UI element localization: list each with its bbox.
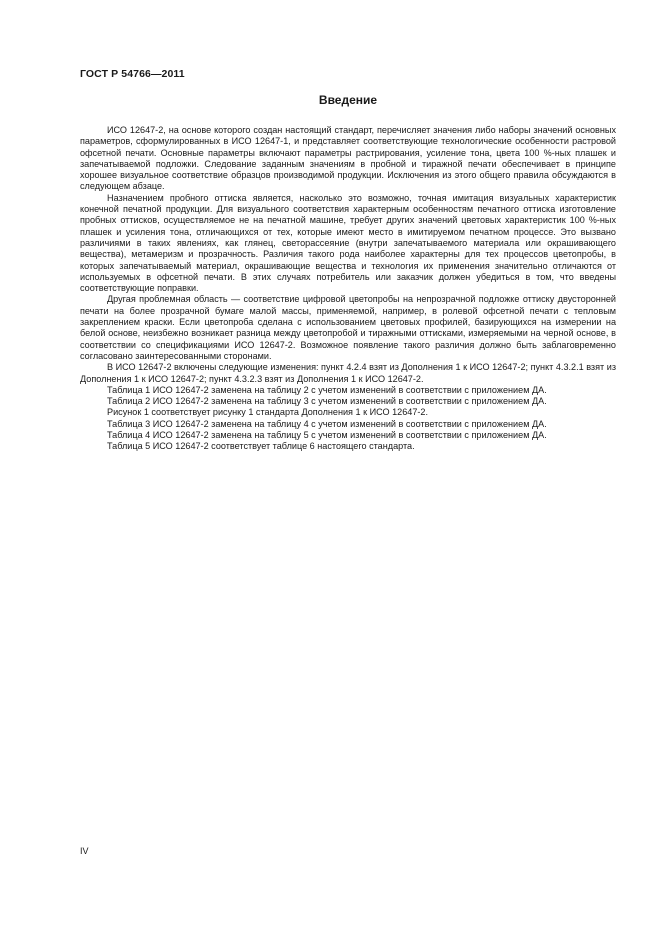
paragraph: ИСО 12647-2, на основе которого создан настоящий стандарт, перечисляет значения либо наборы значений основных параметров, сформулированных в ИСО 12647-1, и представляет соответствующие технологические особенности растровой офсетной печати. Основные параметры включают параметры растрирования, усиление тона, цвета 100 %-ных плашек и запечатываемой подложки. Следование заданным значениям в пробной и тиражной печати обеспечивает в принципе хорошее визуальное соответствие образцов производимой продукции. Исключения из этого общего правила обсуждаются в следующем абзаце.	[80, 125, 616, 192]
page-number: IV	[80, 846, 89, 856]
paragraph: Таблица 4 ИСО 12647-2 заменена на таблицу 5 с учетом изменений в соответствии с приложением ДА.	[107, 430, 547, 441]
paragraph: Назначением пробного оттиска является, насколько это возможно, точная имитация визуальных характеристик конечной печатной продукции. Для визуального соответствия характерным особенностям печатного оттиска изготовление пробных оттисков, осуществляемое не на печатной машине, требует других значений цветовых характеристик 100 %-ных плашек и усиления тона, отличающихся от тех, которые имеют место в имитируемом печатном процессе. Это вызвано различиями в таких явлениях, как глянец, светорассеяние (внутри запечатываемого материала или окрашивающего вещества), метамеризм и прозрачность. Различия такого рода наиболее характерны для тех процессов цветопробы, в которых запечатываемый материал, окрашивающие вещества и технология их применения значительно отличаются от используемых в офсетной печати. В этих случаях потребитель или заказчик должен убедиться в том, что введены соответствующие поправки.	[80, 192, 616, 294]
paragraph: Таблица 3 ИСО 12647-2 заменена на таблицу 4 с учетом изменений в соответствии с приложением ДА.	[107, 418, 547, 429]
document-header-standard-id: ГОСТ Р 54766—2011	[80, 68, 185, 80]
paragraph: Таблица 1 ИСО 12647-2 заменена на таблицу 2 с учетом изменений в соответствии с приложением ДА.	[107, 384, 547, 395]
body-text	[80, 125, 616, 453]
paragraph: В ИСО 12647-2 включены следующие изменения: пункт 4.2.4 взят из Дополнения 1 к ИСО 12647-2; пункт 4.3.2.1 взят из Дополнения 1 к ИСО 12647-2; пункт 4.3.2.3 взят из Дополнения 1 к ИСО 12647-2.	[80, 362, 616, 384]
paragraph: Таблица 5 ИСО 12647-2 соответствует таблице 6 настоящего стандарта.	[107, 441, 415, 452]
section-title: Введение	[318, 93, 378, 107]
paragraph: Другая проблемная область — соответствие цифровой цветопробы на непрозрачной подложке оттиску двусторонней печати на более прозрачной бумаге малой массы, применяемой, например, в ролевой офсетной печати с тепловым закреплением краски. Если цветопроба сделана с использованием цветовых профилей, базирующихся на измерении на белой основе, неизбежно возникает разница между цветопробой и тиражными оттисками, измеряемыми на черной основе, в соответствии со спецификациями ИСО 12647-2. Возможное появление такого различия должно быть заблаговременно согласовано заинтересованными сторонами.	[80, 294, 616, 361]
paragraph: Рисунок 1 соответствует рисунку 1 стандарта Дополнения 1 к ИСО 12647-2.	[107, 407, 428, 418]
paragraph: Таблица 2 ИСО 12647-2 заменена на таблицу 3 с учетом изменений в соответствии с приложением ДА.	[107, 396, 547, 407]
